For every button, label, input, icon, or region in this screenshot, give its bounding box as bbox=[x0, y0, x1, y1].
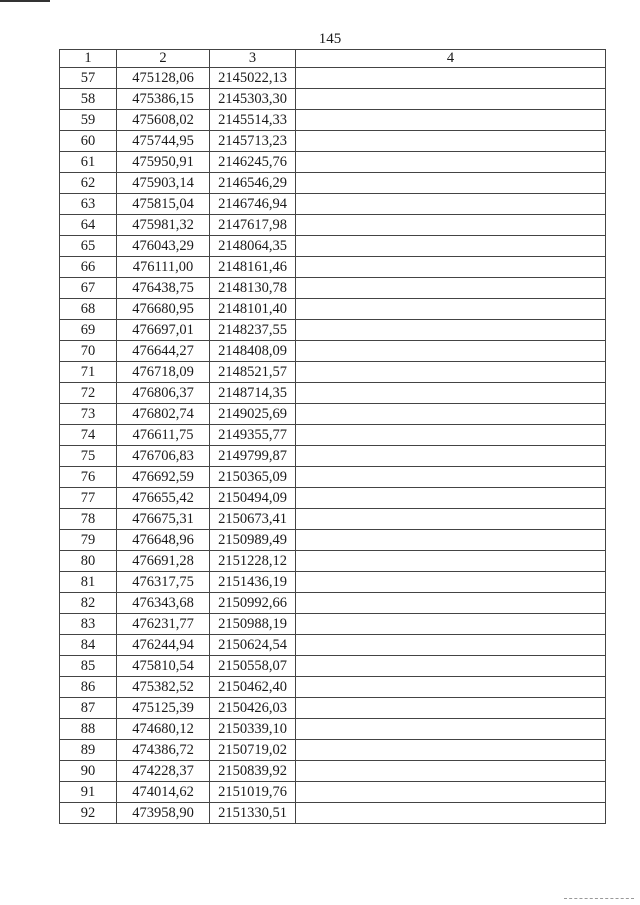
column-header-2: 2 bbox=[117, 50, 210, 68]
y-coordinate-cell: 2151330,51 bbox=[210, 803, 296, 824]
point-number-cell: 61 bbox=[60, 152, 117, 173]
table-row bbox=[60, 488, 606, 509]
column-header-1: 1 bbox=[60, 50, 117, 68]
description-cell bbox=[296, 68, 606, 89]
y-coordinate-cell: 2148521,57 bbox=[210, 362, 296, 383]
y-coordinate-cell: 2147617,98 bbox=[210, 215, 296, 236]
x-coordinate-cell: 476692,59 bbox=[117, 467, 210, 488]
y-coordinate-cell: 2148101,40 bbox=[210, 299, 296, 320]
y-coordinate-cell: 2149025,69 bbox=[210, 404, 296, 425]
table-row bbox=[60, 425, 606, 446]
x-coordinate-cell: 476111,00 bbox=[117, 257, 210, 278]
x-coordinate-cell: 475950,91 bbox=[117, 152, 210, 173]
point-number-cell: 87 bbox=[60, 698, 117, 719]
description-cell bbox=[296, 362, 606, 383]
table-row bbox=[60, 551, 606, 572]
description-cell bbox=[296, 656, 606, 677]
x-coordinate-cell: 475744,95 bbox=[117, 131, 210, 152]
x-coordinate-cell: 474014,62 bbox=[117, 782, 210, 803]
x-coordinate-cell: 475382,52 bbox=[117, 677, 210, 698]
description-cell bbox=[296, 152, 606, 173]
y-coordinate-cell: 2149355,77 bbox=[210, 425, 296, 446]
x-coordinate-cell: 476691,28 bbox=[117, 551, 210, 572]
point-number-cell: 80 bbox=[60, 551, 117, 572]
x-coordinate-cell: 476438,75 bbox=[117, 278, 210, 299]
scan-corner-mark bbox=[0, 0, 50, 2]
description-cell bbox=[296, 803, 606, 824]
point-number-cell: 79 bbox=[60, 530, 117, 551]
table-row bbox=[60, 782, 606, 803]
point-number-cell: 75 bbox=[60, 446, 117, 467]
description-cell bbox=[296, 299, 606, 320]
x-coordinate-cell: 476697,01 bbox=[117, 320, 210, 341]
point-number-cell: 72 bbox=[60, 383, 117, 404]
page-number: 145 bbox=[318, 31, 342, 47]
description-cell bbox=[296, 404, 606, 425]
point-number-cell: 58 bbox=[60, 89, 117, 110]
x-coordinate-cell: 476648,96 bbox=[117, 530, 210, 551]
x-coordinate-cell: 475386,15 bbox=[117, 89, 210, 110]
description-cell bbox=[296, 530, 606, 551]
x-coordinate-cell: 473958,90 bbox=[117, 803, 210, 824]
point-number-cell: 86 bbox=[60, 677, 117, 698]
table-row bbox=[60, 152, 606, 173]
description-cell bbox=[296, 509, 606, 530]
description-cell bbox=[296, 131, 606, 152]
x-coordinate-cell: 475810,54 bbox=[117, 656, 210, 677]
y-coordinate-cell: 2150988,19 bbox=[210, 614, 296, 635]
point-number-cell: 88 bbox=[60, 719, 117, 740]
x-coordinate-cell: 474680,12 bbox=[117, 719, 210, 740]
table-row bbox=[60, 719, 606, 740]
point-number-cell: 85 bbox=[60, 656, 117, 677]
table-row bbox=[60, 173, 606, 194]
table-row bbox=[60, 236, 606, 257]
description-cell bbox=[296, 194, 606, 215]
table-header-row bbox=[60, 50, 606, 68]
point-number-cell: 82 bbox=[60, 593, 117, 614]
table-row bbox=[60, 446, 606, 467]
table-row bbox=[60, 320, 606, 341]
y-coordinate-cell: 2148408,09 bbox=[210, 341, 296, 362]
x-coordinate-cell: 476802,74 bbox=[117, 404, 210, 425]
point-number-cell: 83 bbox=[60, 614, 117, 635]
y-coordinate-cell: 2151019,76 bbox=[210, 782, 296, 803]
point-number-cell: 73 bbox=[60, 404, 117, 425]
table-row bbox=[60, 299, 606, 320]
y-coordinate-cell: 2146546,29 bbox=[210, 173, 296, 194]
description-cell bbox=[296, 677, 606, 698]
point-number-cell: 71 bbox=[60, 362, 117, 383]
x-coordinate-cell: 475981,32 bbox=[117, 215, 210, 236]
description-cell bbox=[296, 761, 606, 782]
point-number-cell: 69 bbox=[60, 320, 117, 341]
y-coordinate-cell: 2145713,23 bbox=[210, 131, 296, 152]
table-row bbox=[60, 698, 606, 719]
y-coordinate-cell: 2150494,09 bbox=[210, 488, 296, 509]
point-number-cell: 78 bbox=[60, 509, 117, 530]
y-coordinate-cell: 2148064,35 bbox=[210, 236, 296, 257]
table-row bbox=[60, 467, 606, 488]
table-row bbox=[60, 215, 606, 236]
x-coordinate-cell: 474386,72 bbox=[117, 740, 210, 761]
table-row bbox=[60, 362, 606, 383]
description-cell bbox=[296, 593, 606, 614]
y-coordinate-cell: 2145022,13 bbox=[210, 68, 296, 89]
point-number-cell: 90 bbox=[60, 761, 117, 782]
point-number-cell: 77 bbox=[60, 488, 117, 509]
point-number-cell: 63 bbox=[60, 194, 117, 215]
y-coordinate-cell: 2148714,35 bbox=[210, 383, 296, 404]
point-number-cell: 84 bbox=[60, 635, 117, 656]
description-cell bbox=[296, 89, 606, 110]
table-row bbox=[60, 89, 606, 110]
y-coordinate-cell: 2150839,92 bbox=[210, 761, 296, 782]
table-row bbox=[60, 593, 606, 614]
table-row bbox=[60, 803, 606, 824]
x-coordinate-cell: 476675,31 bbox=[117, 509, 210, 530]
table-row bbox=[60, 677, 606, 698]
table-row bbox=[60, 257, 606, 278]
x-coordinate-cell: 475125,39 bbox=[117, 698, 210, 719]
y-coordinate-cell: 2150624,54 bbox=[210, 635, 296, 656]
x-coordinate-cell: 476244,94 bbox=[117, 635, 210, 656]
table-row bbox=[60, 278, 606, 299]
table-row bbox=[60, 194, 606, 215]
x-coordinate-cell: 476611,75 bbox=[117, 425, 210, 446]
x-coordinate-cell: 476644,27 bbox=[117, 341, 210, 362]
table-row bbox=[60, 404, 606, 425]
x-coordinate-cell: 474228,37 bbox=[117, 761, 210, 782]
x-coordinate-cell: 475128,06 bbox=[117, 68, 210, 89]
y-coordinate-cell: 2150992,66 bbox=[210, 593, 296, 614]
x-coordinate-cell: 476043,29 bbox=[117, 236, 210, 257]
y-coordinate-cell: 2150426,03 bbox=[210, 698, 296, 719]
point-number-cell: 74 bbox=[60, 425, 117, 446]
y-coordinate-cell: 2148237,55 bbox=[210, 320, 296, 341]
point-number-cell: 65 bbox=[60, 236, 117, 257]
table-row bbox=[60, 572, 606, 593]
x-coordinate-cell: 476231,77 bbox=[117, 614, 210, 635]
point-number-cell: 70 bbox=[60, 341, 117, 362]
point-number-cell: 59 bbox=[60, 110, 117, 131]
description-cell bbox=[296, 551, 606, 572]
x-coordinate-cell: 476680,95 bbox=[117, 299, 210, 320]
point-number-cell: 91 bbox=[60, 782, 117, 803]
point-number-cell: 64 bbox=[60, 215, 117, 236]
x-coordinate-cell: 476343,68 bbox=[117, 593, 210, 614]
description-cell bbox=[296, 383, 606, 404]
x-coordinate-cell: 476706,83 bbox=[117, 446, 210, 467]
y-coordinate-cell: 2145514,33 bbox=[210, 110, 296, 131]
y-coordinate-cell: 2146746,94 bbox=[210, 194, 296, 215]
description-cell bbox=[296, 425, 606, 446]
description-cell bbox=[296, 488, 606, 509]
description-cell bbox=[296, 278, 606, 299]
description-cell bbox=[296, 215, 606, 236]
table-row bbox=[60, 614, 606, 635]
table-row bbox=[60, 530, 606, 551]
y-coordinate-cell: 2150673,41 bbox=[210, 509, 296, 530]
point-number-cell: 66 bbox=[60, 257, 117, 278]
description-cell bbox=[296, 467, 606, 488]
description-cell bbox=[296, 110, 606, 131]
description-cell bbox=[296, 782, 606, 803]
description-cell bbox=[296, 320, 606, 341]
table-row bbox=[60, 131, 606, 152]
y-coordinate-cell: 2150719,02 bbox=[210, 740, 296, 761]
table-row bbox=[60, 635, 606, 656]
point-number-cell: 92 bbox=[60, 803, 117, 824]
table-row bbox=[60, 656, 606, 677]
description-cell bbox=[296, 257, 606, 278]
point-number-cell: 62 bbox=[60, 173, 117, 194]
coordinates-table bbox=[59, 49, 606, 824]
x-coordinate-cell: 475903,14 bbox=[117, 173, 210, 194]
table-row bbox=[60, 740, 606, 761]
y-coordinate-cell: 2150462,40 bbox=[210, 677, 296, 698]
column-header-3: 3 bbox=[210, 50, 296, 68]
x-coordinate-cell: 475815,04 bbox=[117, 194, 210, 215]
y-coordinate-cell: 2150989,49 bbox=[210, 530, 296, 551]
y-coordinate-cell: 2149799,87 bbox=[210, 446, 296, 467]
table-row bbox=[60, 110, 606, 131]
y-coordinate-cell: 2148130,78 bbox=[210, 278, 296, 299]
x-coordinate-cell: 476655,42 bbox=[117, 488, 210, 509]
point-number-cell: 81 bbox=[60, 572, 117, 593]
point-number-cell: 60 bbox=[60, 131, 117, 152]
column-header-4: 4 bbox=[296, 50, 606, 68]
table-body bbox=[60, 68, 606, 824]
y-coordinate-cell: 2146245,76 bbox=[210, 152, 296, 173]
x-coordinate-cell: 476718,09 bbox=[117, 362, 210, 383]
description-cell bbox=[296, 698, 606, 719]
point-number-cell: 68 bbox=[60, 299, 117, 320]
y-coordinate-cell: 2150558,07 bbox=[210, 656, 296, 677]
description-cell bbox=[296, 341, 606, 362]
y-coordinate-cell: 2148161,46 bbox=[210, 257, 296, 278]
point-number-cell: 76 bbox=[60, 467, 117, 488]
table-row bbox=[60, 68, 606, 89]
scan-artifact bbox=[564, 898, 634, 900]
y-coordinate-cell: 2150365,09 bbox=[210, 467, 296, 488]
description-cell bbox=[296, 635, 606, 656]
table-row bbox=[60, 509, 606, 530]
table-row bbox=[60, 341, 606, 362]
description-cell bbox=[296, 740, 606, 761]
description-cell bbox=[296, 572, 606, 593]
description-cell bbox=[296, 446, 606, 467]
y-coordinate-cell: 2151228,12 bbox=[210, 551, 296, 572]
description-cell bbox=[296, 173, 606, 194]
point-number-cell: 89 bbox=[60, 740, 117, 761]
y-coordinate-cell: 2150339,10 bbox=[210, 719, 296, 740]
point-number-cell: 57 bbox=[60, 68, 117, 89]
description-cell bbox=[296, 614, 606, 635]
x-coordinate-cell: 476806,37 bbox=[117, 383, 210, 404]
x-coordinate-cell: 476317,75 bbox=[117, 572, 210, 593]
y-coordinate-cell: 2145303,30 bbox=[210, 89, 296, 110]
description-cell bbox=[296, 719, 606, 740]
description-cell bbox=[296, 236, 606, 257]
table-row bbox=[60, 761, 606, 782]
y-coordinate-cell: 2151436,19 bbox=[210, 572, 296, 593]
table-row bbox=[60, 383, 606, 404]
x-coordinate-cell: 475608,02 bbox=[117, 110, 210, 131]
point-number-cell: 67 bbox=[60, 278, 117, 299]
